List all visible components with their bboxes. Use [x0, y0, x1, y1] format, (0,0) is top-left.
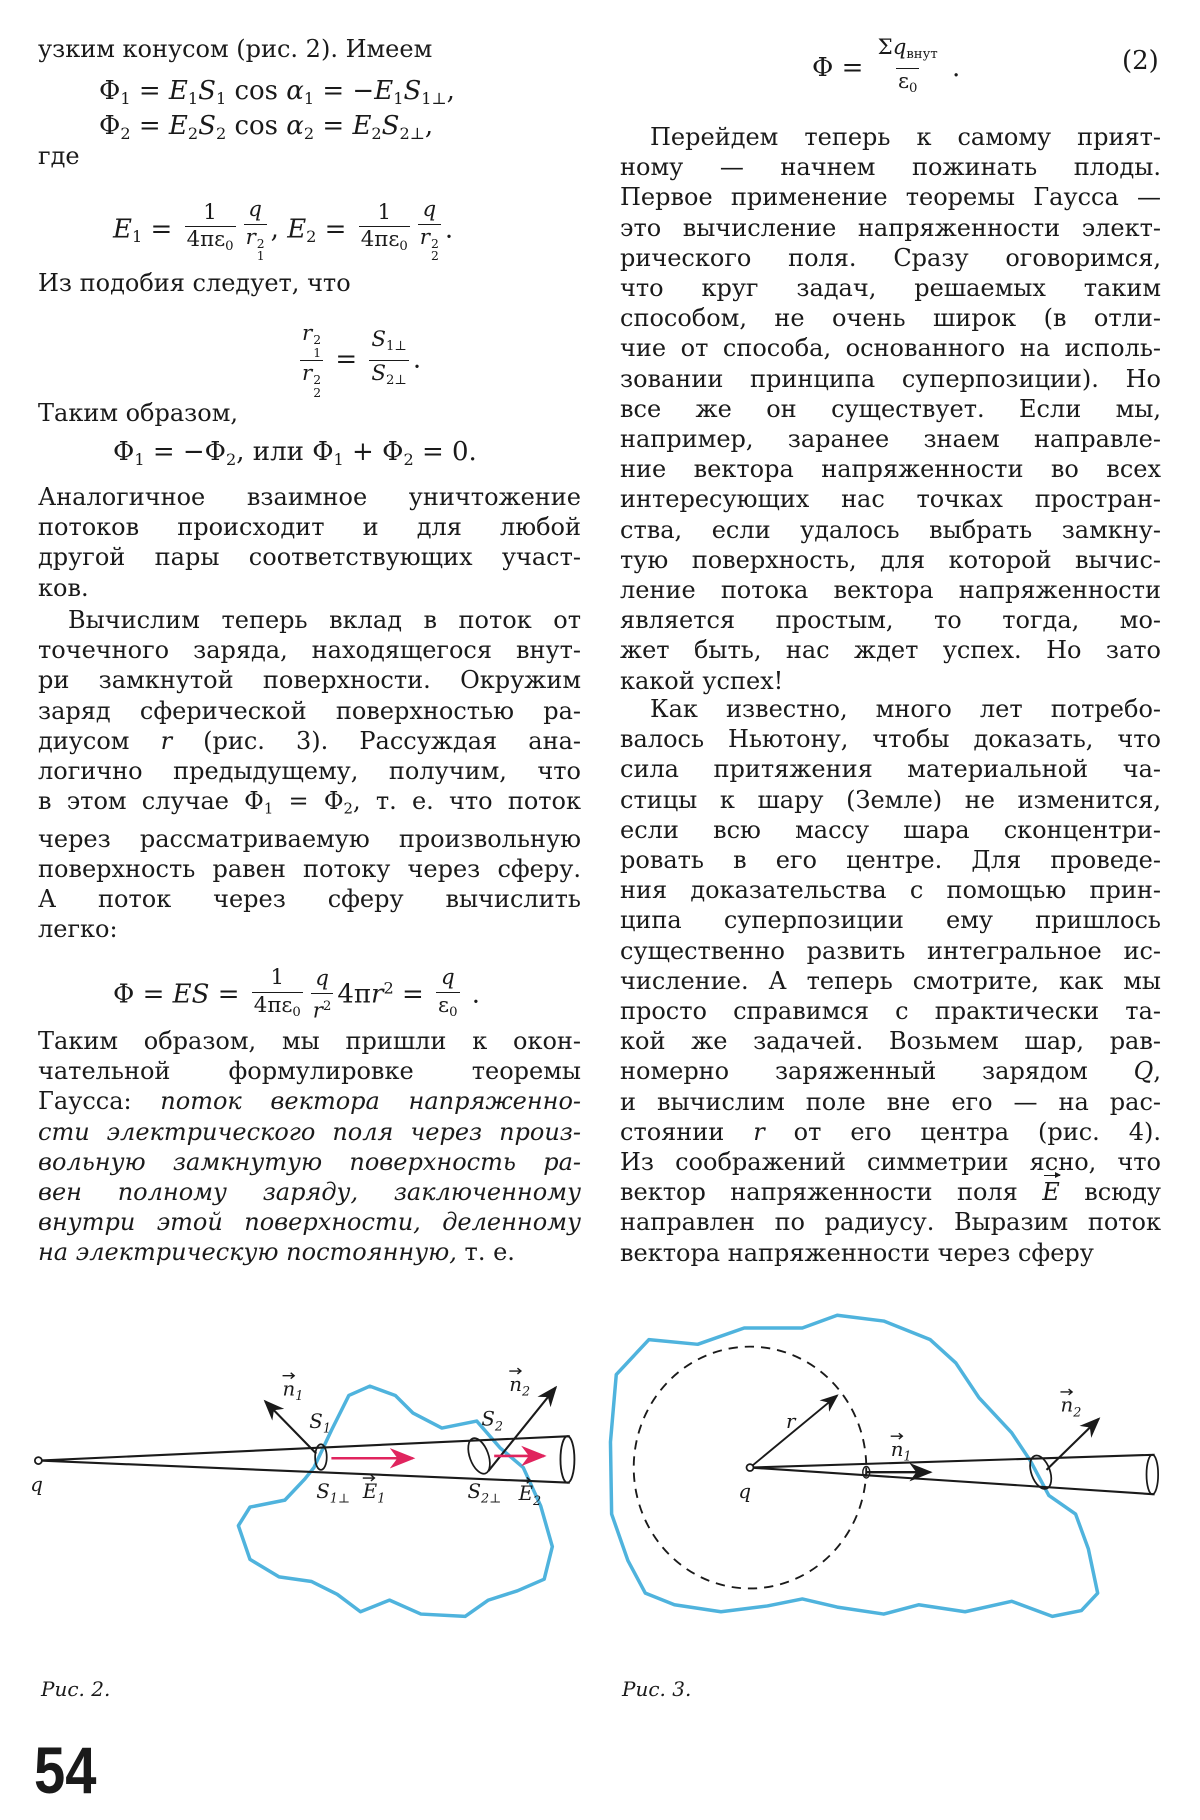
- superscript: 2: [256, 236, 265, 251]
- text-run: например, заранее знаем направле-: [620, 425, 1161, 454]
- subscript: 1: [131, 227, 143, 247]
- subscript: 2: [303, 123, 315, 143]
- figure-label: $n_1$: [890, 1437, 912, 1465]
- vector-symbol: E: [1042, 1178, 1060, 1207]
- italic-text: E: [113, 214, 132, 245]
- text-run: 4πε: [360, 227, 400, 253]
- text-run: чательной формулировке теоремы: [38, 1057, 581, 1086]
- italic-text: r: [302, 321, 313, 346]
- text-run: ,: [424, 111, 434, 141]
- text-run: жет быть, нас ждет успех. Но зато: [620, 636, 1161, 665]
- italic-text: S: [198, 111, 216, 141]
- subscript: 2: [226, 449, 237, 469]
- text-run: Φ: [99, 76, 121, 106]
- text-run: диусом: [38, 726, 161, 755]
- subscript: внут: [906, 46, 938, 62]
- text-run: точечного заряда, находящегося внут-: [38, 636, 581, 665]
- text-run: заряд сферической поверхностью ра-: [38, 696, 581, 725]
- superscript: 2: [313, 333, 322, 348]
- text-run: ,: [446, 76, 455, 106]
- text-run: способом, не очень широк (в отли-: [620, 304, 1161, 333]
- subscript: 1: [263, 799, 274, 818]
- italic-text: r: [245, 224, 256, 250]
- italic-text: q: [315, 966, 329, 992]
- text-run: ри замкнутой поверхности. Окружим: [38, 666, 581, 695]
- text-run: А поток через сферу вычислить: [38, 885, 581, 914]
- text-run: вектора напряженности через сферу: [620, 1238, 1094, 1267]
- subscript: 2: [120, 123, 131, 143]
- text-run: .: [412, 344, 422, 375]
- text-run: =: [130, 111, 169, 141]
- subscript: 0: [225, 239, 234, 255]
- text-run: т. е.: [456, 1238, 515, 1267]
- subscript: 1: [313, 345, 322, 360]
- text-run: .: [943, 52, 961, 83]
- text-run: = 0.: [413, 437, 477, 467]
- text-run: = Φ: [273, 787, 344, 816]
- text-run: где: [38, 142, 80, 170]
- text-run: сила притяжения материальной ча-: [620, 755, 1161, 784]
- text-run: .: [463, 979, 481, 1010]
- subscript: 2: [187, 123, 199, 143]
- text-run: (рис. 3). Рассуждая ана-: [172, 726, 581, 755]
- subscript: 2: [430, 249, 439, 264]
- italic-text: E: [287, 214, 307, 245]
- text-run: ε: [438, 992, 450, 1018]
- italic-text: на электрическую постоянную,: [38, 1238, 457, 1267]
- italic-text: r: [371, 979, 384, 1010]
- subscript: 1⊥: [421, 88, 447, 108]
- figure-label: $E_2$: [518, 1482, 542, 1509]
- subscript: 2: [371, 123, 382, 143]
- subscript: 0: [399, 239, 408, 255]
- figure-label: $S_{2\perp}$: [467, 1479, 502, 1507]
- text-run: 1: [270, 965, 285, 990]
- text-run: ние вектора напряженности во всех: [620, 455, 1161, 484]
- italic-text: S: [381, 111, 400, 141]
- charge-point: [747, 1464, 754, 1471]
- text-run: 4πε: [253, 992, 293, 1018]
- text-run: ление потока вектора напряженности: [620, 576, 1161, 605]
- italic-text: внутри этой поверхности, деленному: [38, 1208, 581, 1237]
- text-run: всюду: [1059, 1178, 1162, 1207]
- subscript: 2: [215, 123, 227, 143]
- figure-label: $S_{1\perp}$: [316, 1479, 350, 1507]
- subscript: 1: [120, 88, 131, 108]
- figure-2-caption: Рис. 2.: [41, 1677, 111, 1701]
- text-run: ному — начнем пожинать плоды.: [620, 153, 1161, 182]
- superscript: 2: [313, 373, 322, 388]
- italic-text: r: [753, 1117, 765, 1146]
- subscript: 2: [403, 449, 414, 469]
- subscript: 1: [256, 249, 265, 264]
- italic-text: S: [198, 76, 216, 106]
- subscript: 1⊥: [386, 338, 407, 354]
- text-run: ε: [897, 69, 909, 95]
- text-run: рического поля. Сразу оговоримся,: [620, 243, 1161, 272]
- text-run: логично предыдущему, получим, что: [38, 757, 581, 786]
- text-run: + Φ: [343, 437, 404, 467]
- text-run: числение. А теперь смотрите, как мы: [620, 966, 1161, 995]
- superscript: 2: [383, 978, 394, 998]
- text-run: ков.: [38, 573, 89, 602]
- charge-point: [35, 1457, 42, 1464]
- text-run: 4πε: [186, 227, 226, 253]
- text-run: =: [209, 979, 248, 1010]
- subscript: 2: [306, 227, 317, 247]
- text-run: это вычисление напряженности элект-: [620, 213, 1161, 242]
- figure-label: $n_1$: [282, 1377, 304, 1405]
- text-run: Из подобия следует, что: [38, 269, 351, 297]
- equation-number: (2): [1122, 46, 1159, 76]
- italic-text: q: [892, 35, 907, 60]
- text-run: Таким образом,: [38, 399, 239, 427]
- text-run: потоков происходит и для любой: [38, 513, 581, 542]
- italic-text: поток вектора напряженно-: [160, 1087, 581, 1116]
- italic-text: E: [168, 111, 188, 141]
- figure-label: $n_2$: [509, 1372, 531, 1400]
- text-run: 4π: [337, 979, 372, 1010]
- text-run: легко:: [38, 915, 118, 944]
- italic-text: S: [371, 361, 387, 387]
- text-run: Перейдем теперь к самому прият-: [650, 123, 1161, 151]
- text-run: в этом случае Φ: [38, 787, 264, 816]
- text-run: интересующих нас точках простран-: [620, 485, 1161, 514]
- text-run: Гаусса:: [38, 1087, 161, 1116]
- subscript: 2: [343, 799, 354, 818]
- italic-text: Q: [1133, 1057, 1154, 1086]
- cone-edge: [750, 1468, 1155, 1495]
- text-run: 1: [203, 199, 217, 225]
- text-run: =: [316, 214, 355, 245]
- cone-edge: [750, 1455, 1155, 1468]
- subscript: 0: [292, 1004, 301, 1020]
- text-run: = −Φ: [144, 437, 226, 467]
- figure-label: $S_2$: [481, 1407, 504, 1435]
- figure-label: r: [786, 1410, 796, 1434]
- text-run: валось Ньютону, чтобы доказать, что: [620, 725, 1161, 754]
- text-run: кой же задачей. Возьмем шар, рав-: [620, 1027, 1161, 1056]
- cone-edge: [40, 1436, 570, 1460]
- text-run: =: [314, 111, 353, 141]
- subscript: 1: [187, 88, 199, 108]
- italic-text: сти электрического поля через произ-: [38, 1117, 581, 1146]
- text-run: , или Φ: [236, 437, 334, 467]
- figure-3-caption: Рис. 3.: [622, 1677, 692, 1701]
- subscript: 0: [449, 1004, 458, 1020]
- text-run: Первое применение теоремы Гаусса —: [620, 183, 1161, 212]
- italic-text: вен полному заряду, заключенному: [38, 1178, 581, 1207]
- text-run: узким конусом (рис. 2). Имеем: [38, 35, 433, 63]
- text-run: .: [444, 214, 454, 245]
- text-run: является простым, то тогда, мо-: [620, 606, 1161, 635]
- text-run: Таким образом, мы пришли к окон-: [38, 1027, 581, 1055]
- text-run: стицы к шару (Земле) не изменится,: [620, 785, 1161, 814]
- italic-text: α: [286, 111, 304, 141]
- text-run: Σ: [877, 35, 893, 60]
- figure-label: q: [738, 1479, 752, 1503]
- text-run: какой успех!: [620, 666, 784, 695]
- text-run: ципа суперпозиции ему пришлось: [620, 906, 1161, 935]
- text-run: =: [393, 979, 433, 1010]
- italic-text: E: [374, 76, 394, 106]
- text-run: Φ =: [113, 979, 173, 1010]
- text-run: тую поверхность, для которой вычис-: [620, 545, 1161, 574]
- subscript: 0: [908, 81, 918, 97]
- text-run: =: [327, 344, 366, 375]
- closed-surface: [610, 1315, 1097, 1616]
- text-run: 1: [377, 199, 392, 225]
- italic-text: r: [419, 224, 430, 250]
- text-run: ства, если удалось выбрать замкну-: [620, 515, 1161, 544]
- text-run: =: [142, 214, 181, 245]
- text-run: , т. е. что поток: [353, 787, 581, 816]
- cone-end: [560, 1436, 574, 1483]
- italic-text: α: [286, 76, 304, 106]
- text-run: ,: [270, 214, 288, 245]
- text-run: Φ =: [812, 52, 872, 83]
- figure-label: $E_1$: [362, 1479, 386, 1507]
- text-run: Аналогичное взаимное уничтожение: [38, 483, 581, 511]
- text-run: существенно развить интегральное ис-: [620, 936, 1161, 965]
- text-run: Φ: [99, 111, 121, 141]
- text-run: = −: [314, 76, 375, 106]
- text-run: Вычислим теперь вклад в поток от: [68, 606, 581, 634]
- text-run: ровать в его центре. Для проведе-: [620, 846, 1161, 875]
- text-run: Φ: [113, 437, 135, 467]
- italic-text: S: [371, 326, 387, 352]
- text-run: cos: [226, 76, 287, 106]
- text-run: просто справимся с практически та-: [620, 997, 1161, 1026]
- text-run: ,: [1153, 1057, 1161, 1086]
- text-run: Как известно, много лет потребо-: [650, 695, 1161, 723]
- italic-text: q: [248, 197, 262, 222]
- cone-end: [1147, 1455, 1159, 1495]
- italic-text: S: [403, 76, 422, 106]
- subscript: 1: [215, 88, 227, 108]
- text-run: все же он существует. Если мы,: [620, 394, 1161, 423]
- italic-text: r: [312, 998, 323, 1024]
- italic-text: ES: [172, 979, 210, 1010]
- subscript: 1: [303, 88, 315, 108]
- italic-text: вольную замкнутую поверхность ра-: [38, 1147, 581, 1176]
- subscript: 1: [333, 449, 344, 469]
- figure-label: $S_1$: [309, 1410, 331, 1437]
- superscript: 2: [322, 998, 332, 1014]
- text-run: =: [130, 76, 169, 106]
- subscript: 2: [313, 385, 322, 400]
- text-run: если всю массу шара сконцентри-: [620, 815, 1161, 844]
- normal-n2-arrow: [1047, 1419, 1099, 1470]
- text-run: что круг задач, решаемых таким: [620, 274, 1161, 303]
- text-run: ния доказательства с помощью прин-: [620, 876, 1161, 905]
- text-run: другой пары соответствующих участ-: [38, 543, 581, 572]
- italic-text: q: [440, 965, 455, 990]
- subscript: 2⊥: [399, 123, 425, 143]
- italic-text: E: [352, 111, 372, 141]
- text-run: через рассматриваемую произвольную: [38, 824, 581, 853]
- text-run: номерно заряженный зарядом: [620, 1057, 1134, 1086]
- figure-label: q: [30, 1472, 43, 1496]
- subscript: 2⊥: [386, 372, 407, 388]
- figure-2: [30, 1368, 574, 1616]
- subscript: 1: [134, 449, 145, 469]
- italic-text: r: [160, 726, 173, 755]
- text-run: чие от способа, основанного на исполь-: [620, 334, 1161, 363]
- text-run: вектор напряженности поля: [620, 1178, 1043, 1207]
- text-run: зовании принципа суперпозиции). Но: [620, 364, 1161, 393]
- text-run: от его центра (рис. 4).: [764, 1117, 1161, 1146]
- text-run: cos: [226, 111, 287, 141]
- italic-text: r: [302, 361, 313, 387]
- superscript: 2: [430, 236, 439, 251]
- text-run: направлен по радиусу. Выразим поток: [620, 1208, 1161, 1237]
- text-run: поверхность равен потоку через сферу.: [38, 855, 581, 884]
- subscript: 1: [393, 88, 404, 108]
- italic-text: q: [422, 197, 437, 222]
- figure-3: [610, 1315, 1158, 1616]
- italic-text: E: [168, 76, 188, 106]
- figure-label: $n_2$: [1060, 1393, 1082, 1421]
- text-run: и вычислим поле вне его — на рас-: [620, 1087, 1161, 1116]
- page-number: 54: [34, 1733, 97, 1807]
- text-run: стоянии: [620, 1117, 754, 1146]
- text-run: Из соображений симметрии ясно, что: [620, 1148, 1161, 1177]
